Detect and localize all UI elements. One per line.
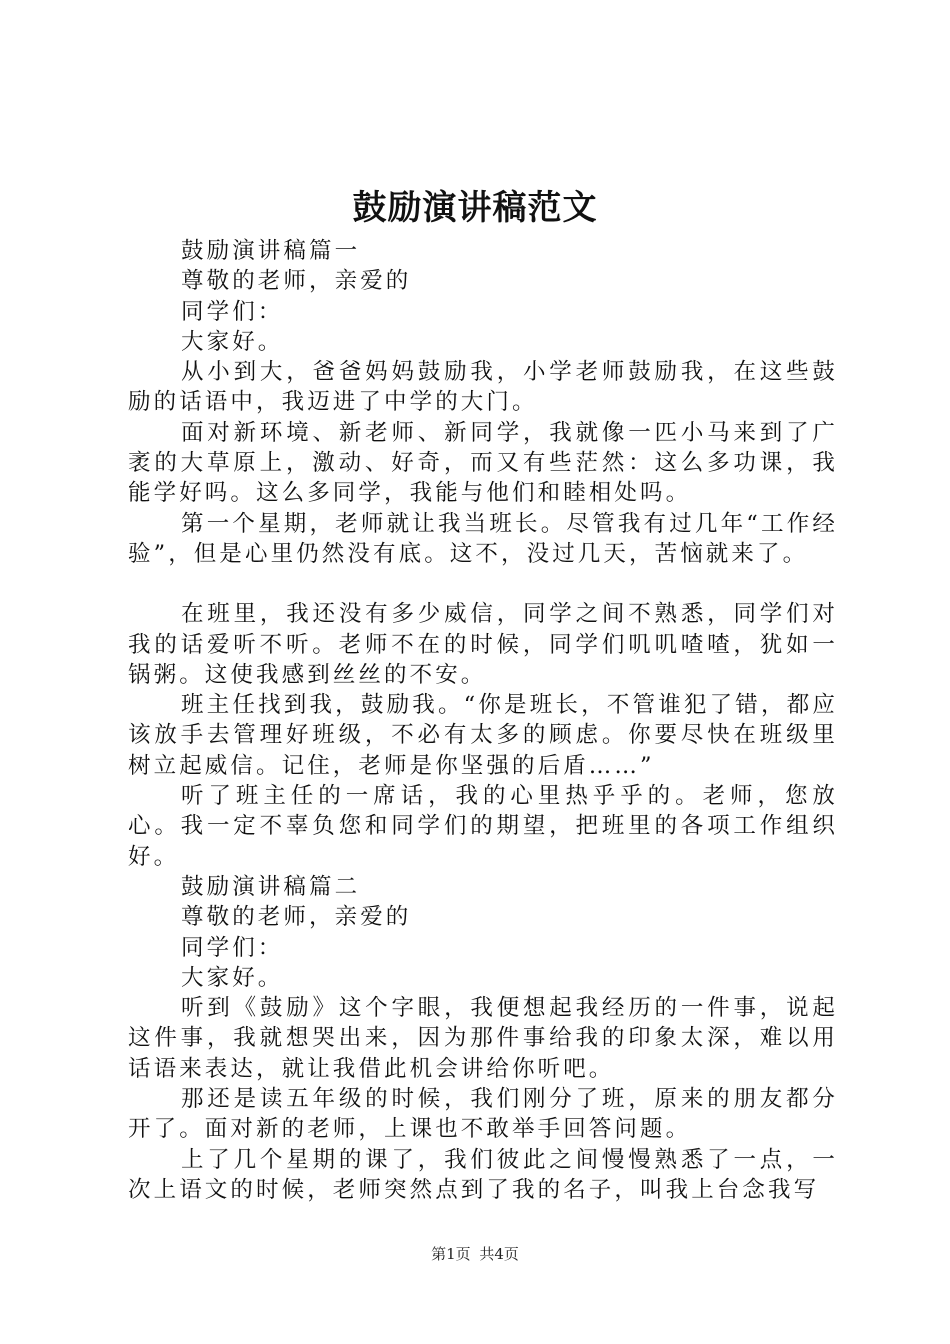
paragraph: 鼓励演讲稿篇二 [181,873,361,900]
paragraph: 大家好。 [181,964,284,991]
paragraph: 第一个星期，老师就让我当班长。尽管我有过几年“工作经验”，但是心里仍然没有底。这不，没过几天，苦恼就来了。 [128,510,838,567]
paragraph: 在班里，我还没有多少威信，同学之间不熟悉，同学们对我的话爱听不听。老师不在的时候，同学们叽叽喳喳，犹如一锅粥。这使我感到丝丝的不安。 [128,601,838,688]
paragraph: 鼓励演讲稿篇一 [181,238,361,264]
document-title: 鼓励演讲稿范文 [352,188,598,228]
paragraph: 大家好。 [181,328,284,355]
paragraph: 尊敬的老师，亲爱的 [181,904,412,931]
paragraph: 听了班主任的一席话，我的心里热乎乎的。老师，您放心。我一定不辜负您和同学们的期望，把班里的各项工作组织好。 [128,783,838,870]
paragraph: 听到《鼓励》这个字眼，我便想起我经历的一件事，说起这件事，我就想哭出来，因为那件事给我的印象太深，难以用话语来表达，就让我借此机会讲给你听吧。 [128,995,838,1082]
page-footer [0,1244,950,1264]
paragraph: 同学们： [181,934,284,961]
paragraph: 尊敬的老师，亲爱的 [181,268,412,295]
paragraph: 从小到大，爸爸妈妈鼓励我，小学老师鼓励我，在这些鼓励的话语中，我迈进了中学的大门。 [128,359,838,416]
paragraph: 面对新环境、新老师、新同学，我就像一匹小马来到了广袤的大草原上，激动、好奇，而又有些茫然：这么多功课，我能学好吗。这么多同学，我能与他们和睦相处吗。 [128,419,838,507]
page-total: 共4页 [479,1245,519,1263]
page-number: 第1页 [431,1245,471,1263]
paragraph: 那还是读五年级的时候，我们刚分了班，原来的朋友都分开了。面对新的老师，上课也不敢举手回答问题。 [128,1086,838,1143]
paragraph: 同学们： [181,298,284,325]
paragraph: 班主任找到我，鼓励我。“你是班长，不管谁犯了错，都应该放手去管理好班级，不必有太多的顾虑。你要尽快在班级里树立起威信。记住，老师是你坚强的后盾……” [128,692,838,779]
paragraph: 上了几个星期的课了，我们彼此之间慢慢熟悉了一点，一次上语文的时候，老师突然点到了我的名子，叫我上台念我写 [128,1146,838,1203]
document-body [128,236,838,1205]
